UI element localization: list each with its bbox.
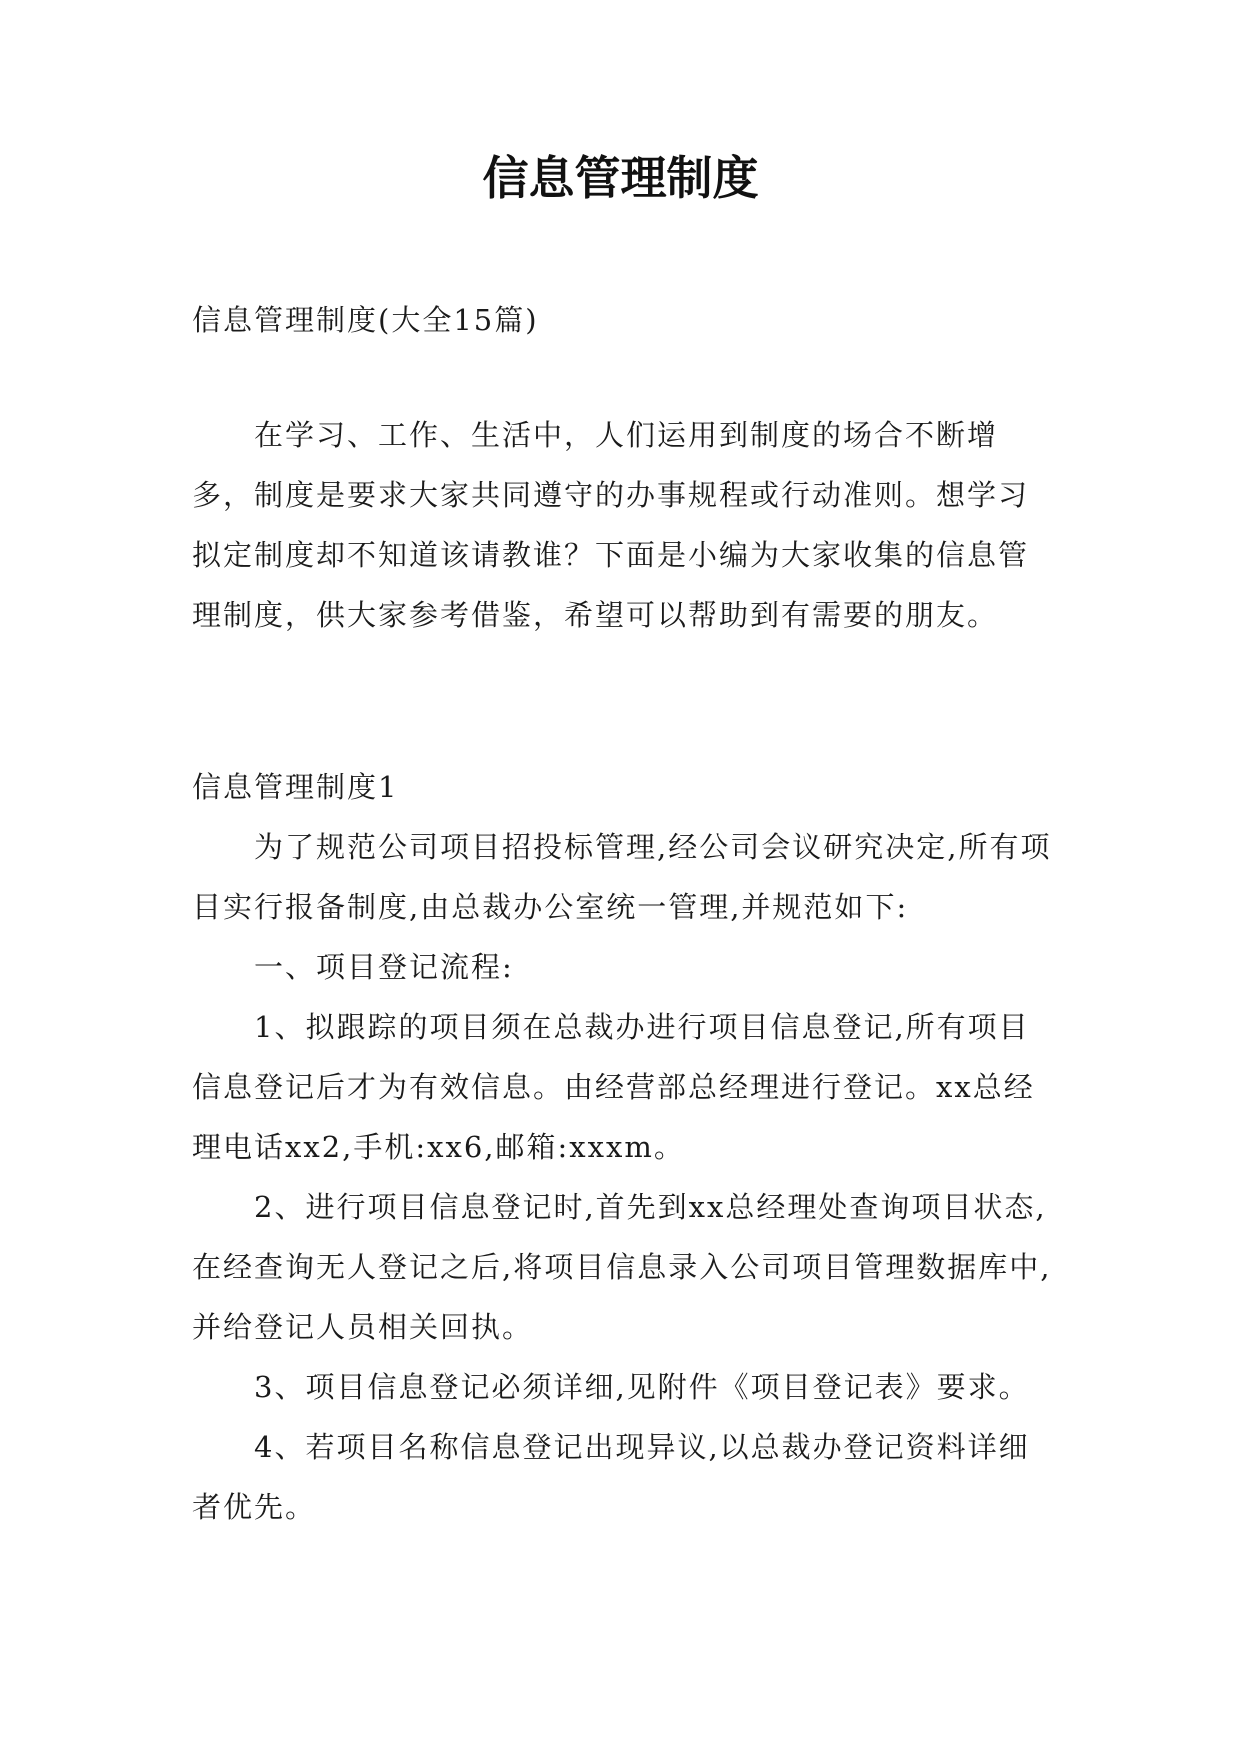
document-subtitle <box>192 290 1052 350</box>
body-paragraph: 4、若项目名称信息登记出现异议,以总裁办登记资料详细者优先。 <box>192 1430 1030 1524</box>
body-paragraph: 一、项目登记流程: <box>254 950 514 984</box>
intro-paragraph-block <box>192 405 1052 645</box>
body-paragraph: 3、项目信息登记必须详细,见附件《项目登记表》要求。 <box>254 1370 1030 1404</box>
document-title: 信息管理制度 <box>482 151 759 205</box>
subtitle-text: 信息管理制度(大全15篇) <box>192 303 539 337</box>
body-paragraph: 1、拟跟踪的项目须在总裁办进行项目信息登记,所有项目信息登记后才为有效信息。由经营部总经理进行登记。xx总经理电话xx2,手机:xx6,邮箱:xxxm。 <box>192 1010 1035 1164</box>
body-paragraph: 为了规范公司项目招投标管理,经公司会议研究决定,所有项目实行报备制度,由总裁办公室统一管理,并规范如下: <box>192 830 1052 924</box>
intro-paragraph: 在学习、工作、生活中，人们运用到制度的场合不断增多，制度是要求大家共同遵守的办事规程或行动准则。想学习拟定制度却不知道该请教谁？下面是小编为大家收集的信息管理制度，供大家参考借鉴，希望可以帮助到有需要的朋友。 <box>192 418 1030 632</box>
section-heading: 信息管理制度1 <box>192 770 399 804</box>
body-paragraph: 2、进行项目信息登记时,首先到xx总经理处查询项目状态,在经查询无人登记之后,将项目信息录入公司项目管理数据库中,并给登记人员相关回执。 <box>192 1190 1052 1344</box>
section-1 <box>192 757 1052 1537</box>
